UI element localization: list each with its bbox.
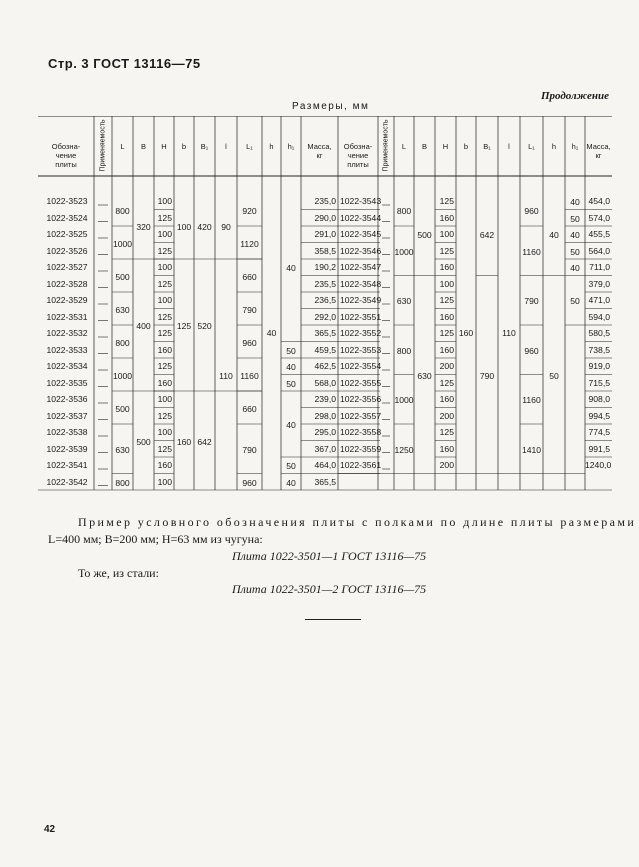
cell-h1-right: 40 [570, 197, 580, 208]
cell-l1-left: 790 [242, 444, 257, 455]
cell-h-right: 160 [439, 344, 454, 355]
cell-b-lower-right: 160 [458, 328, 474, 338]
header-right-applicability: Применяемость [382, 119, 390, 172]
cell-h-right: 160 [439, 311, 454, 322]
cell-h-left: 125 [157, 278, 172, 289]
cell-mass-left: 190,2 [314, 262, 336, 272]
cell-l1-right: 1160 [522, 395, 541, 406]
header-right-l: l [508, 142, 510, 151]
cell-h-right: 160 [439, 443, 454, 454]
cell-mass-right: 994,5 [588, 410, 610, 421]
cell-h-right: 125 [439, 245, 454, 256]
plate-designation: 1022-3551 [340, 311, 382, 322]
cell-h-left: 125 [157, 245, 172, 256]
cell-l1-right: 1410 [521, 444, 542, 455]
plate-designation: 1022-3534 [46, 361, 88, 371]
cell-h1-right: 40 [570, 230, 580, 241]
header-left-applicability: Применяемость [99, 119, 107, 172]
header-right-h1: h₁ [571, 142, 579, 151]
cell-mass-right: 711,0 [589, 262, 610, 272]
header-left-h: h [269, 142, 274, 151]
cell-l-left: 800 [115, 337, 130, 348]
plate-designation: 1022-3555 [340, 377, 382, 388]
cell-l1-left: 1160 [240, 370, 259, 381]
header-left-L1: L₁ [246, 142, 253, 151]
cell-l1-left: 920 [242, 205, 257, 216]
plate-designation: 1022-3542 [46, 476, 88, 487]
cell-l-left: 500 [115, 403, 130, 414]
header-left-H: H [161, 142, 167, 151]
header-right-h: h [551, 142, 557, 151]
cell-mass-right: 738,5 [588, 344, 610, 355]
cell-mass-right: 455,5 [588, 229, 610, 239]
header-right-B1: B₁ [483, 142, 491, 151]
cell-b1-left: 420 [197, 222, 212, 232]
plate-designation: 1022-3538 [46, 427, 88, 437]
cell-h-left: 125 [157, 410, 172, 421]
cell-h-right: 200 [439, 361, 454, 371]
cell-b1-left: 520 [197, 321, 212, 331]
plate-designation: 1022-3554 [340, 361, 382, 371]
continuation-label: Продолжение [540, 90, 609, 102]
cell-mass-left: 462,5 [314, 361, 336, 371]
cell-h-left: 100 [157, 229, 172, 239]
cell-mass-left: 235,5 [314, 278, 336, 289]
header-right-designation: Обозна- чение плиты [343, 142, 373, 169]
cell-mass-right: 564,0 [588, 245, 610, 256]
cell-mass-left: 290,0 [314, 212, 336, 223]
header-right-b: b [463, 142, 469, 151]
plate-designation: 1022-3549 [340, 295, 382, 305]
cell-h-right: 125 [439, 328, 454, 338]
example-cast-iron-designation: Плита 1022-3501—1 ГОСТ 13116—75 [232, 549, 427, 563]
plate-designation: 1022-3556 [340, 394, 382, 404]
cell-h-small-left: 40 [266, 328, 277, 338]
cell-h-right: 100 [439, 229, 454, 239]
cell-mass-left: 568,0 [314, 377, 336, 388]
plate-designation: 1022-3544 [340, 212, 382, 223]
cell-l-left: 1000 [112, 238, 133, 249]
plate-designation: 1022-3558 [340, 427, 382, 437]
header-right-L: L [401, 142, 407, 151]
cell-mass-right: 715,5 [588, 377, 610, 388]
plate-designation: 1022-3528 [46, 278, 88, 289]
cell-l-left: 800 [115, 477, 130, 488]
cell-mass-left: 236,5 [314, 295, 336, 305]
cell-h-right: 160 [439, 262, 454, 272]
plate-designation: 1022-3559 [340, 443, 382, 454]
cell-l-left: 630 [115, 444, 130, 455]
page-header: Стр. 3 ГОСТ 13116—75 [48, 56, 201, 71]
cell-l-left: 500 [115, 271, 130, 282]
cell-h-right: 125 [439, 295, 454, 305]
plate-designation: 1022-3537 [46, 410, 88, 421]
cell-mass-left: 365,5 [314, 328, 336, 338]
header-left-l: l [225, 142, 227, 151]
cell-h-left: 125 [157, 212, 172, 223]
cell-mass-right: 454,0 [588, 196, 610, 206]
plate-designation: 1022-3531 [46, 311, 88, 322]
plate-designation: 1022-3535 [46, 377, 88, 388]
cell-h-right: 160 [439, 394, 454, 404]
cell-mass-left: 239,0 [314, 394, 336, 404]
cell-h-left: 100 [157, 476, 172, 487]
cell-h-left: 125 [157, 328, 172, 338]
cell-l-right: 1250 [394, 444, 414, 455]
cell-l-small-left: 110 [219, 370, 233, 381]
cell-h-small-right: 40 [549, 230, 559, 241]
cell-l-right: 800 [396, 345, 412, 356]
cell-l1-left: 660 [242, 271, 257, 282]
cell-l-right: 630 [396, 296, 412, 307]
cell-b-left: 500 [136, 436, 151, 447]
plate-designation: 1022-3529 [46, 295, 88, 305]
cell-h1-right: 50 [570, 246, 580, 257]
cell-mass-right: 379,0 [588, 278, 610, 289]
cell-h-right: 125 [439, 196, 454, 206]
cell-h-right: 160 [439, 212, 454, 223]
header-left-designation: Обозна- чение плиты [51, 142, 81, 169]
cell-mass-left: 291,0 [314, 229, 336, 239]
cell-b-lower-left: 125 [176, 321, 192, 331]
cell-mass-left: 365,5 [314, 476, 336, 487]
cell-l-left: 800 [115, 205, 130, 216]
cell-b-right: 500 [417, 230, 432, 241]
cell-mass-right: 908,0 [588, 394, 610, 404]
cell-mass-right: 594,0 [588, 311, 610, 322]
cell-h1-left: 50 [286, 378, 296, 389]
cell-l1-right: 790 [524, 296, 539, 307]
cell-h-right: 200 [439, 410, 454, 421]
cell-l1-right: 960 [524, 345, 539, 356]
cell-b-lower-left: 100 [176, 222, 192, 232]
example-intro: Пример условного обозначения плиты с полками по длине плиты размерами [78, 515, 637, 529]
cell-h-left: 125 [157, 311, 172, 322]
header-left-L: L [120, 142, 125, 151]
cell-mass-left: 464,0 [314, 460, 336, 470]
cell-l1-left: 1120 [240, 238, 259, 249]
plate-designation: 1022-3547 [340, 262, 382, 272]
plate-designation: 1022-3545 [340, 229, 382, 239]
cell-l-right: 1000 [394, 246, 414, 257]
cell-mass-right: 471,0 [588, 295, 610, 305]
plate-designation: 1022-3543 [340, 196, 382, 206]
cell-mass-left: 358,5 [314, 245, 336, 256]
cell-h-left: 100 [157, 427, 172, 437]
plate-designation: 1022-3525 [46, 229, 88, 239]
cell-l-right: 800 [396, 205, 412, 216]
cell-mass-left: 235,0 [314, 196, 336, 206]
plate-designation: 1022-3557 [340, 410, 382, 421]
cell-mass-right: 774,5 [588, 427, 610, 437]
plate-designation: 1022-3527 [46, 262, 88, 272]
page-number: 42 [44, 824, 56, 835]
header-left-h1: h₁ [287, 142, 295, 151]
plate-designation: 1022-3552 [340, 328, 382, 338]
header-left-mass: Масса, кг [307, 142, 332, 160]
plate-designation: 1022-3541 [46, 460, 88, 470]
cell-l-right: 1000 [394, 395, 414, 406]
plate-designation: 1022-3523 [46, 196, 88, 206]
plate-designation: 1022-3561 [340, 460, 382, 470]
cell-l1-right: 960 [524, 205, 539, 216]
cell-b-right: 630 [417, 370, 432, 381]
header-right-L1: L₁ [528, 142, 535, 151]
cell-mass-right: 919,0 [588, 361, 610, 371]
end-rule [305, 619, 361, 620]
cell-h-left: 125 [157, 443, 172, 454]
plate-designation: 1022-3532 [46, 328, 88, 338]
header-right-H: H [442, 142, 449, 151]
cell-mass-right: 574,0 [588, 212, 610, 223]
cell-h-right: 125 [439, 427, 454, 437]
cell-l1-left: 960 [242, 477, 257, 488]
cell-h1-left: 40 [286, 263, 296, 274]
cell-h1-left: 40 [286, 477, 296, 488]
header-left-B: B [140, 142, 146, 151]
plate-designation: 1022-3539 [46, 443, 88, 454]
cell-h-right: 100 [439, 278, 454, 289]
cell-h1-right: 50 [570, 213, 580, 224]
cell-l1-left: 660 [242, 403, 257, 414]
cell-h-left: 100 [157, 196, 172, 206]
cell-l1-left: 960 [242, 337, 257, 348]
plate-designation: 1022-3548 [340, 278, 382, 289]
cell-h-left: 125 [157, 361, 172, 371]
cell-h-right: 200 [439, 460, 454, 470]
cell-mass-right: 580,5 [588, 328, 610, 338]
cell-b-left: 400 [136, 321, 151, 331]
cell-h1-left: 40 [286, 362, 296, 373]
example-steel-designation: Плита 1022-3501—2 ГОСТ 13116—75 [232, 582, 427, 596]
cell-h1-left: 50 [286, 345, 296, 356]
cell-h-small-right: 50 [549, 370, 559, 381]
cell-l1-right: 1160 [522, 246, 541, 257]
cell-l-left: 1000 [112, 370, 133, 381]
cell-b1-right: 642 [479, 230, 495, 241]
header-right-B: B [421, 142, 427, 151]
plate-designation: 1022-3553 [340, 344, 382, 355]
cell-h1-left: 50 [286, 461, 296, 472]
cell-b1-right: 790 [479, 370, 495, 381]
cell-h-left: 100 [157, 295, 172, 305]
cell-b1-left: 642 [197, 436, 212, 447]
plate-designation: 1022-3526 [46, 245, 88, 256]
example-dimensions: L=400 мм; B=200 мм; H=63 мм из чугуна: [48, 532, 263, 546]
cell-mass-right: 991,5 [588, 443, 610, 454]
cell-l-small-left: 90 [221, 222, 231, 232]
cell-h-right: 125 [439, 377, 454, 388]
cell-mass-left: 459,5 [314, 344, 336, 355]
cell-mass-left: 292,0 [314, 311, 336, 322]
cell-mass-left: 298,0 [314, 410, 336, 421]
example-steel-intro: То же, из стали: [78, 566, 159, 580]
header-right-mass: Масса, кг [586, 142, 611, 160]
cell-h-left: 160 [157, 344, 172, 355]
cell-h-left: 160 [157, 377, 172, 388]
plate-designation: 1022-3546 [340, 245, 382, 256]
cell-l-left: 630 [115, 304, 130, 315]
cell-h-left: 100 [157, 262, 172, 272]
plate-designation: 1022-3536 [46, 394, 88, 404]
cell-l-small-right: 110 [502, 328, 516, 338]
cell-b-lower-left: 160 [176, 436, 192, 447]
cell-mass-left: 295,0 [314, 427, 336, 437]
dimensions-table [38, 116, 612, 511]
header-left-B1: B₁ [200, 142, 209, 151]
cell-h-left: 100 [157, 394, 172, 404]
cell-h-left: 160 [157, 460, 172, 470]
cell-mass-right: 1240,0 [585, 460, 612, 470]
cell-b-left: 320 [136, 222, 151, 232]
cell-h1-right: 40 [570, 263, 580, 274]
plate-designation: 1022-3533 [46, 344, 88, 355]
dimensions-label: Размеры, мм [292, 101, 370, 112]
header-left-b: b [181, 142, 187, 151]
cell-h1-right: 50 [570, 296, 580, 307]
cell-h1-left: 40 [286, 420, 296, 430]
cell-mass-left: 367,0 [314, 443, 336, 454]
cell-l1-left: 790 [242, 304, 257, 315]
plate-designation: 1022-3524 [46, 212, 88, 223]
